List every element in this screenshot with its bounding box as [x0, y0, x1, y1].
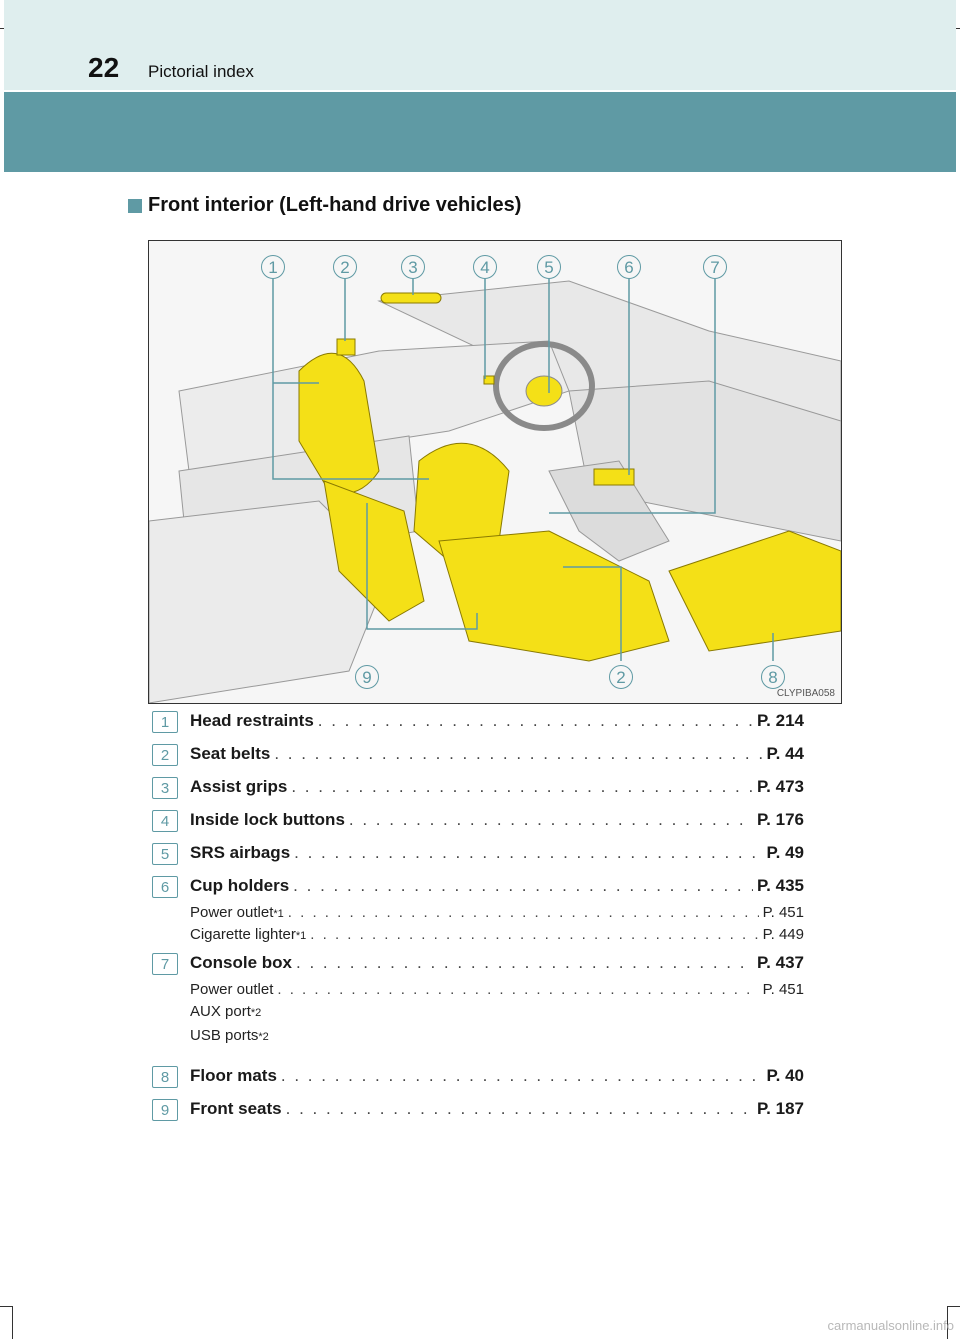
item-label[interactable]: Cup holders — [190, 876, 290, 895]
callout-bottom-8: 8 — [761, 665, 785, 689]
item-number: 6 — [152, 876, 178, 898]
item-number: 5 — [152, 843, 178, 865]
item-number: 3 — [152, 777, 178, 799]
callout-bottom-2: 2 — [609, 665, 633, 689]
page-ref[interactable]: P. 449 — [762, 926, 804, 943]
sub-item — [190, 979, 804, 1001]
index-list — [154, 704, 804, 1125]
list-item — [154, 704, 804, 737]
list-item — [154, 737, 804, 770]
item-number: 8 — [152, 1066, 178, 1088]
leader-dots — [318, 704, 753, 737]
callout-top-3: 3 — [401, 255, 425, 279]
page-number: 22 — [88, 52, 120, 83]
footnote-mark: *1 — [273, 908, 284, 920]
item-number: 9 — [152, 1099, 178, 1121]
page-ref[interactable]: P. 49 — [766, 843, 804, 862]
sub-item-label[interactable]: Power outlet — [190, 904, 274, 921]
callout-top-1: 1 — [261, 255, 285, 279]
leader-dots — [294, 836, 762, 869]
page-ref[interactable]: P. 176 — [757, 810, 804, 829]
leader-dots — [291, 770, 753, 803]
list-item — [154, 770, 804, 803]
footnote-mark: *1 — [295, 930, 307, 942]
sub-item-label[interactable]: USB ports — [190, 1027, 259, 1044]
item-number: 1 — [152, 711, 178, 733]
interior-illustration — [148, 240, 842, 704]
leader-dots — [274, 737, 762, 770]
crop-mark — [12, 1306, 13, 1339]
item-label[interactable]: Assist grips — [190, 777, 288, 796]
leader-dots — [296, 946, 753, 979]
callout-top-4: 4 — [473, 255, 497, 279]
callout-bottom-9: 9 — [355, 665, 379, 689]
item-label[interactable]: Inside lock buttons — [190, 810, 345, 829]
interior-drawing — [149, 241, 841, 703]
page-ref[interactable]: P. 187 — [757, 1099, 804, 1118]
leader-dots — [286, 1092, 753, 1125]
callout-top-5: 5 — [537, 255, 561, 279]
sub-item — [190, 1001, 804, 1025]
callout-top-6: 6 — [617, 255, 641, 279]
page-ref[interactable]: P. 214 — [757, 711, 804, 730]
page-ref[interactable]: P. 437 — [757, 953, 804, 972]
item-label[interactable]: Front seats — [190, 1099, 282, 1118]
list-item — [154, 1092, 804, 1125]
sub-item — [190, 902, 804, 924]
leader-dots — [277, 979, 758, 1001]
section-square-icon — [128, 199, 142, 213]
item-label[interactable]: Seat belts — [190, 744, 271, 763]
item-number: 7 — [152, 953, 178, 975]
list-item — [154, 803, 804, 836]
page-title: Pictorial index — [148, 62, 254, 81]
list-item — [154, 946, 804, 1051]
sub-item-label[interactable]: AUX port — [190, 1003, 251, 1020]
header-decor-band — [4, 92, 956, 172]
sub-item-label[interactable]: Power outlet — [190, 981, 274, 998]
item-label[interactable]: SRS airbags — [190, 843, 291, 862]
list-item — [154, 869, 804, 946]
crop-mark — [948, 1306, 960, 1307]
sub-item — [190, 924, 804, 946]
page-ref[interactable]: P. 451 — [762, 904, 804, 921]
list-item — [154, 836, 804, 869]
list-item — [154, 1059, 804, 1092]
figure-code: CLYPIBA058 — [776, 688, 835, 699]
leader-dots — [281, 1059, 763, 1092]
leader-dots — [349, 803, 753, 836]
watermark: carmanualsonline.info — [827, 1318, 954, 1333]
page-ref[interactable]: P. 451 — [762, 981, 804, 998]
page-ref[interactable]: P. 44 — [766, 744, 804, 763]
item-number: 4 — [152, 810, 178, 832]
leader-dots — [293, 869, 753, 902]
leader-dots — [310, 924, 758, 946]
section-title: Front interior (Left-hand drive vehicles) — [148, 194, 522, 216]
leader-dots — [288, 902, 759, 924]
page-ref[interactable]: P. 435 — [757, 876, 804, 895]
footnote-mark: *2 — [250, 1007, 262, 1019]
item-label[interactable]: Head restraints — [190, 711, 314, 730]
item-number: 2 — [152, 744, 178, 766]
page-ref[interactable]: P. 473 — [757, 777, 804, 796]
item-label[interactable]: Console box — [190, 953, 293, 972]
sub-item — [190, 1025, 804, 1051]
sub-item-label[interactable]: Cigarette lighter — [190, 926, 296, 943]
item-label[interactable]: Floor mats — [190, 1066, 277, 1085]
section-heading — [128, 194, 521, 217]
footnote-mark: *2 — [258, 1031, 269, 1043]
crop-mark — [0, 1306, 12, 1307]
callout-top-2: 2 — [333, 255, 357, 279]
header-band — [4, 0, 956, 90]
callout-top-7: 7 — [703, 255, 727, 279]
page-ref[interactable]: P. 40 — [766, 1066, 804, 1085]
